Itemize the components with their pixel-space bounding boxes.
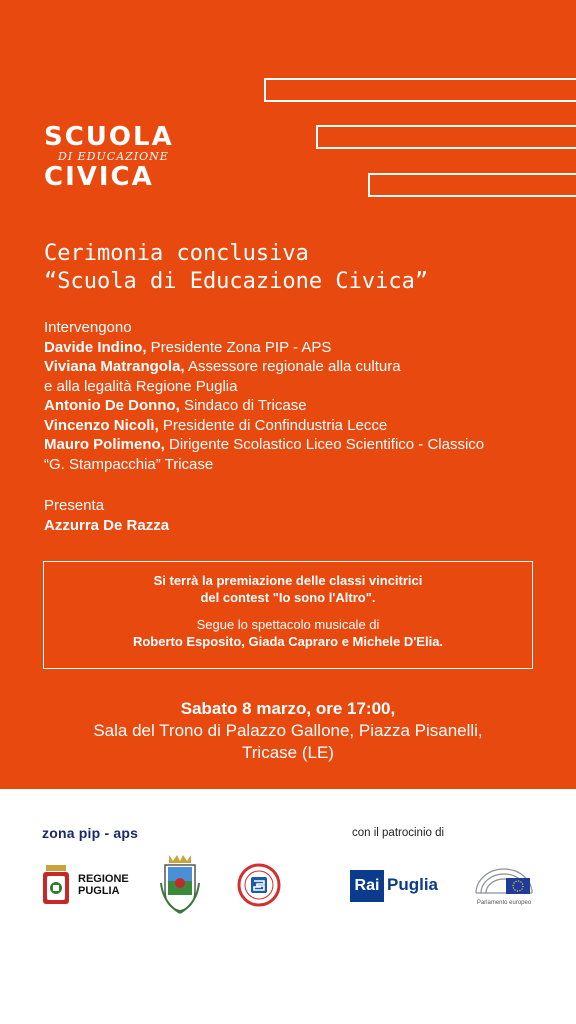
logo-line-2: DI EDUCAZIONE <box>58 150 169 163</box>
sponsor-footer <box>0 789 576 1024</box>
award-line-1: Si terrà la premiazione delle classi vincitrici <box>153 573 423 588</box>
speaker-role: Dirigente Scolastico Liceo Scientifico - Classico <box>164 436 485 453</box>
eu-parliament-text: Parlamento europeo <box>476 900 532 906</box>
speaker-row <box>44 396 554 416</box>
regione-line-2: PUGLIA <box>78 885 120 897</box>
speaker-row <box>44 435 554 455</box>
speaker-row <box>44 455 554 475</box>
speaker-name: Antonio De Donno, <box>44 397 180 414</box>
speaker-row <box>44 416 554 436</box>
speaker-role: Assessore regionale alla cultura <box>184 358 401 375</box>
event-details <box>0 698 576 764</box>
logo-line-1: SCUOLA <box>44 122 174 152</box>
rai-puglia-logo <box>350 870 444 902</box>
rai-word: Puglia <box>387 875 439 894</box>
patronage-label: con il patrocinio di <box>352 827 445 839</box>
speaker-role: e alla legalità Regione Puglia <box>44 377 238 395</box>
speaker-row <box>44 357 554 377</box>
presenter-name: Azzurra De Razza <box>44 516 170 534</box>
speaker-role: “G. Stampacchia” Tricase <box>44 455 214 473</box>
regione-puglia-text <box>78 873 129 897</box>
music-line-2: Roberto Esposito, Giada Capraro e Michele D'Elia. <box>132 634 444 649</box>
title-line-1: Cerimonia conclusiva <box>44 241 309 266</box>
school-seal-icon <box>237 863 281 907</box>
decor-bar-1 <box>264 78 576 102</box>
title-line-2: “Scuola di Educazione Civica” <box>44 269 429 294</box>
presenter-block <box>44 496 524 535</box>
spacer <box>44 606 532 616</box>
announcement-box <box>43 561 533 669</box>
logo-line-3: CIVICA <box>44 162 154 192</box>
speaker-name: Vincenzo Nicolì, <box>44 416 159 434</box>
event-city: Tricase (LE) <box>242 743 334 762</box>
school-seal-logo <box>237 863 281 907</box>
speaker-name: Mauro Polimeno, <box>44 436 165 453</box>
school-logo <box>44 124 174 194</box>
music-line-1: Segue lo spettacolo musicale di <box>196 617 380 632</box>
decor-bar-2 <box>316 125 576 149</box>
decor-bar-3 <box>368 173 576 197</box>
regione-puglia-emblem <box>42 863 70 907</box>
rai-mark: Rai <box>350 870 384 902</box>
speaker-row <box>44 377 554 397</box>
speaker-name: Davide Indino, <box>44 338 147 356</box>
presenter-label: Presenta <box>44 497 105 514</box>
event-place: Sala del Trono di Palazzo Gallone, Piazza Pisanelli, <box>93 721 483 740</box>
eu-parliament-logo <box>472 865 536 911</box>
regione-puglia-logo <box>42 863 132 907</box>
eu-parliament-icon <box>472 865 536 899</box>
speaker-row <box>44 338 554 358</box>
speaker-role: Sindaco di Tricase <box>179 397 307 414</box>
regione-line-1: REGIONE <box>78 873 129 885</box>
speaker-role: Presidente di Confindustria Lecce <box>158 416 388 434</box>
speakers-list <box>44 318 554 474</box>
zona-pip-logo: zona pip - aps <box>42 825 139 841</box>
event-date: Sabato 8 marzo, ore 17:00, <box>180 699 396 718</box>
speaker-role: Presidente Zona PIP - APS <box>146 338 332 356</box>
speakers-label: Intervengono <box>44 319 132 336</box>
speaker-name: Viviana Matrangola, <box>44 358 185 375</box>
comune-crest-icon <box>159 853 201 915</box>
event-title <box>44 240 554 296</box>
comune-crest-logo <box>159 853 201 915</box>
award-line-2: del contest "Io sono l'Altro". <box>200 590 376 605</box>
